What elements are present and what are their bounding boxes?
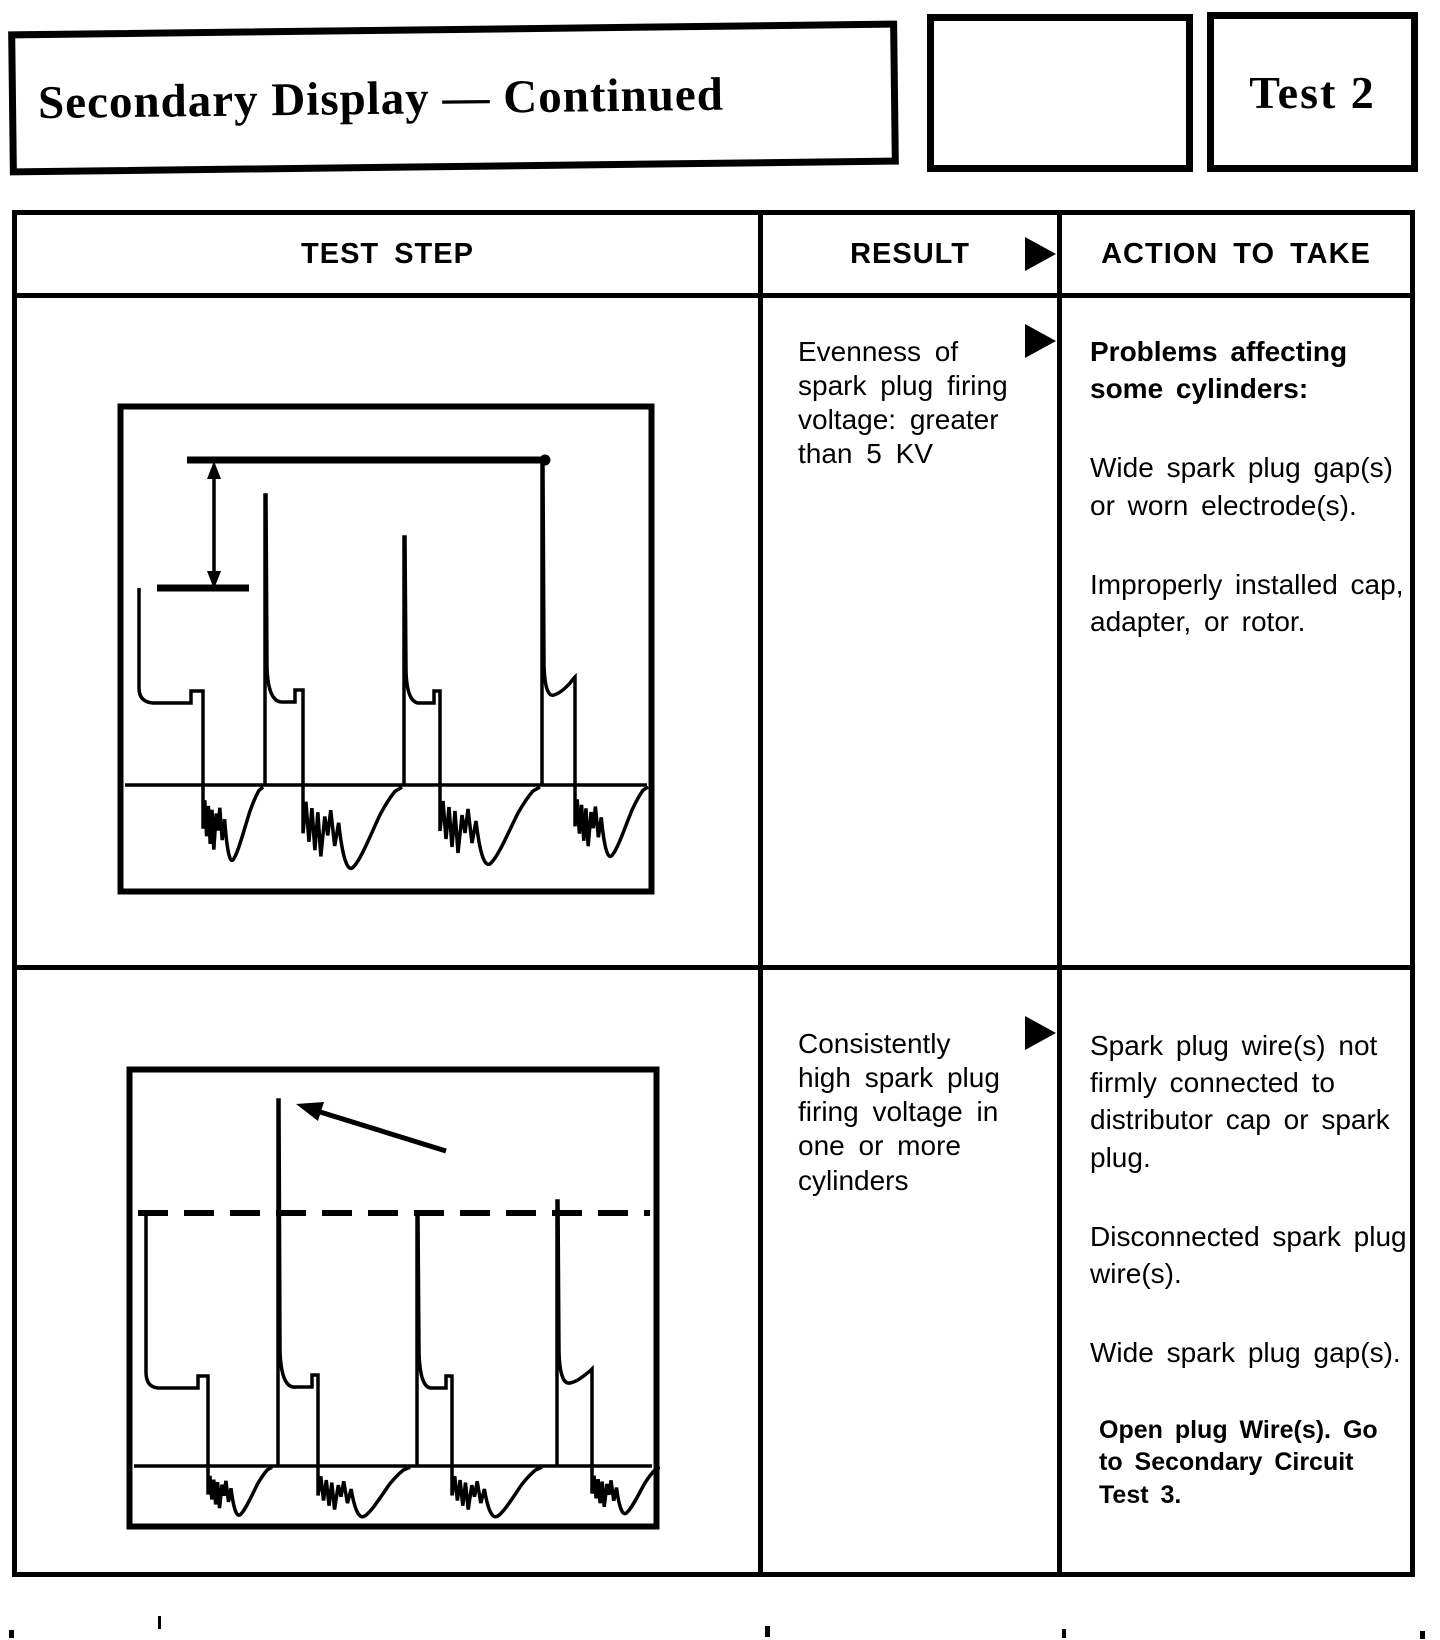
high-spike-pointer-arrow	[296, 1102, 446, 1151]
cylinder-trace-2	[265, 495, 303, 785]
scope-frame	[121, 407, 652, 892]
test-number-label: Test 2	[1249, 66, 1376, 118]
page-title-box	[8, 21, 899, 176]
page-registration-mark	[1062, 1629, 1066, 1638]
cylinder-trace-1	[146, 1215, 208, 1466]
action-paragraph: Spark plug wire(s) not firmly connected to distributor cap or spark plug.	[1090, 1030, 1390, 1173]
cylinder-trace-2-high-spike	[278, 1100, 318, 1466]
row2-action-cell	[1090, 1027, 1412, 1553]
test-number-box	[1207, 12, 1418, 172]
cylinder-trace-3	[404, 537, 440, 785]
row2-result-text: Consistently high spark plug firing voltage in one or more cylinders	[798, 1028, 1000, 1196]
result-arrow-icon	[1025, 237, 1056, 271]
row-divider	[17, 965, 1410, 970]
page-registration-mark	[9, 1630, 14, 1638]
header-row-divider	[17, 293, 1410, 298]
row1-action-cell	[1090, 333, 1412, 682]
action-paragraph: Disconnected spark plug wire(s).	[1090, 1220, 1407, 1290]
page-registration-mark	[1420, 1631, 1425, 1639]
scope-trace-group	[130, 1070, 661, 1527]
page-title: Secondary Display — Continued	[37, 68, 725, 130]
action-paragraph: Improperly installed cap, adapter, or rotor.	[1090, 568, 1404, 638]
result-arrow-icon	[1025, 324, 1056, 358]
cylinder-trace-1	[139, 588, 203, 785]
scope-trace-group	[121, 407, 652, 892]
page-registration-mark	[765, 1626, 770, 1637]
cylinder-trace-3	[417, 1216, 452, 1466]
column-header-test-step: TEST STEP	[301, 237, 474, 270]
action-paragraph: Wide spark plug gap(s) or worn electrode(s).	[1090, 452, 1393, 521]
diagnostic-table	[12, 210, 1415, 1577]
cylinder-trace-4	[557, 1201, 592, 1466]
waveform-figure-even-voltage	[117, 403, 655, 895]
row1-result-text: Evenness of spark plug firing voltage: greater than 5 KV	[798, 336, 1008, 470]
action-paragraph: Wide spark plug gap(s).	[1090, 1337, 1401, 1369]
page-registration-mark	[158, 1616, 161, 1629]
voltage-spread-double-arrow	[207, 461, 221, 589]
column-divider-1	[758, 215, 763, 1572]
action-paragraph-note: Open plug Wire(s). Go to Secondary Circuit Test 3.	[1099, 1415, 1378, 1509]
header-blank-box	[927, 14, 1193, 172]
column-header-result: RESULT	[850, 237, 970, 270]
column-header-action: ACTION TO TAKE	[1101, 237, 1371, 270]
action-paragraph: Problems affecting some cylinders:	[1090, 336, 1348, 405]
result-arrow-icon	[1025, 1016, 1056, 1050]
cylinder-trace-4	[542, 461, 575, 785]
column-divider-2	[1057, 215, 1062, 1572]
waveform-figure-high-voltage-spike	[126, 1066, 660, 1530]
